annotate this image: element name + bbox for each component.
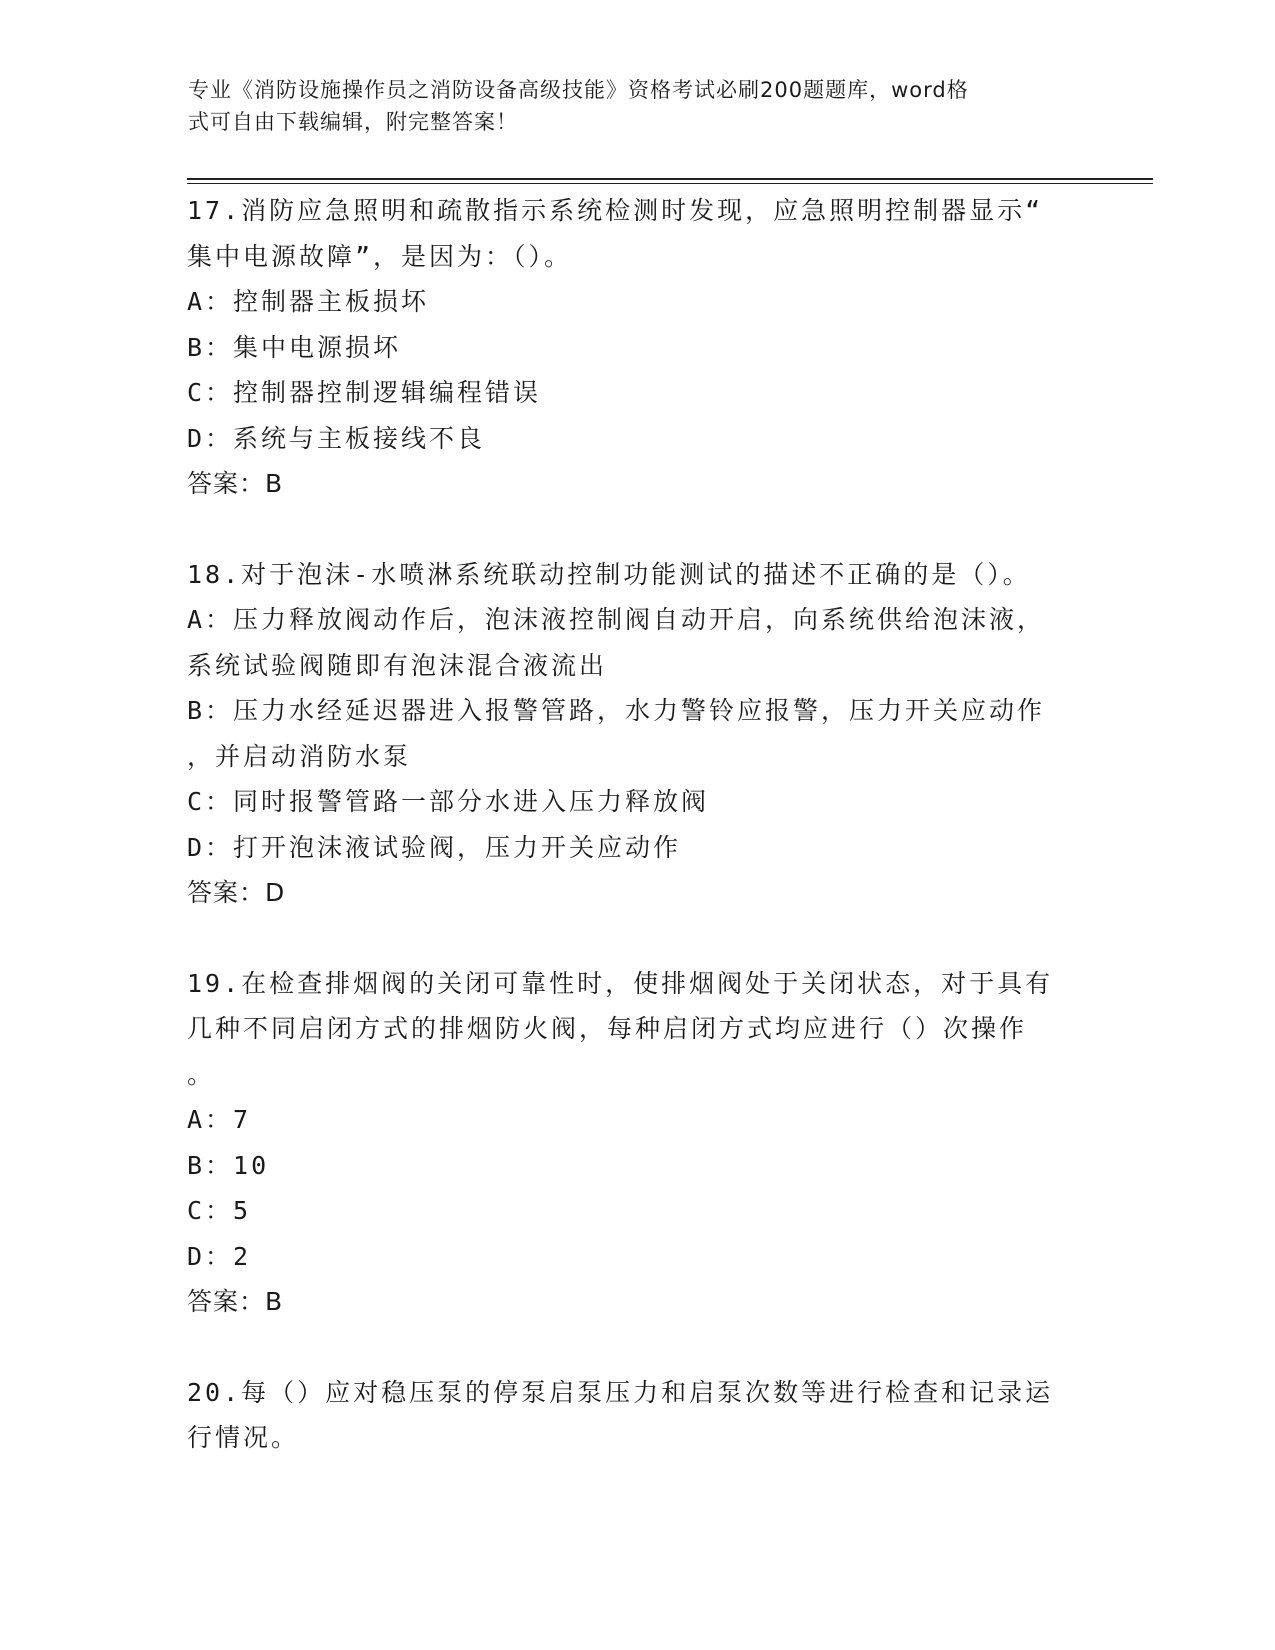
- option-c: C：同时报警管路一部分水进入压力释放阀: [187, 787, 710, 816]
- answer-value: D: [265, 878, 286, 907]
- question-19: [187, 961, 1087, 1325]
- option-d: D：系统与主板接线不良: [187, 423, 486, 453]
- question-20: [187, 1370, 1087, 1461]
- question-text-line: 19.在检查排烟阀的关闭可靠性时，使排烟阀处于关闭状态，对于具有: [187, 968, 1054, 998]
- answer-label: 答案：: [187, 878, 266, 907]
- question-18: [187, 552, 1087, 916]
- option-d: D：打开泡沫液试验阀，压力开关应动作: [187, 832, 682, 862]
- question-list: [187, 188, 1087, 1506]
- option-c: C：控制器控制逻辑编程错误: [187, 378, 542, 407]
- option-a-continued: 系统试验阀随即有泡沫混合液流出: [187, 650, 608, 680]
- question-17: [187, 188, 1087, 507]
- option-a: A：7: [187, 1105, 252, 1134]
- answer-label: 答案：: [187, 1287, 266, 1316]
- question-text-line: 17.消防应急照明和疏散指示系统检测时发现，应急照明控制器显示“: [187, 196, 1044, 225]
- question-text-line: 几种不同启闭方式的排烟防火阀，每种启闭方式均应进行（）次操作: [187, 1014, 1028, 1043]
- document-header: [188, 74, 1068, 138]
- option-b: B：压力水经延迟器进入报警管路，水力警铃应报警，压力开关应动作: [187, 696, 1046, 725]
- option-b: B：10: [187, 1150, 270, 1180]
- question-text-line: 行情况。: [187, 1423, 300, 1452]
- header-line-2: 式可自由下载编辑，附完整答案！: [188, 110, 518, 134]
- header-divider-thick: [187, 178, 1153, 180]
- answer-value: B: [265, 469, 284, 498]
- option-b-continued: ，并启动消防水泵: [187, 741, 412, 771]
- question-text-line: 18.对于泡沫-水喷淋系统联动控制功能测试的描述不正确的是（）。: [187, 559, 1031, 589]
- option-a: A：压力释放阀动作后，泡沫液控制阀自动开启，向系统供给泡沫液，: [187, 605, 1046, 634]
- header-line-1: 专业《消防设施操作员之消防设备高级技能》资格考试必刷200题题库，word格: [188, 78, 969, 102]
- answer-line: [187, 461, 1087, 507]
- answer-line: [187, 1279, 1087, 1325]
- option-d: D：2: [187, 1241, 252, 1271]
- question-text-line: 集中电源故障”，是因为：（）。: [187, 241, 573, 271]
- answer-value: B: [265, 1287, 284, 1316]
- option-a: A：控制器主板损坏: [187, 287, 430, 316]
- option-c: C：5: [187, 1196, 252, 1225]
- answer-line: [187, 870, 1087, 916]
- option-b: B：集中电源损坏: [187, 332, 402, 362]
- header-divider-thin: [187, 183, 1153, 184]
- question-text-line: 。: [187, 1059, 216, 1089]
- answer-label: 答案：: [187, 469, 266, 498]
- question-text-line: 20.每（）应对稳压泵的停泵启泵压力和启泵次数等进行检查和记录运: [187, 1377, 1054, 1407]
